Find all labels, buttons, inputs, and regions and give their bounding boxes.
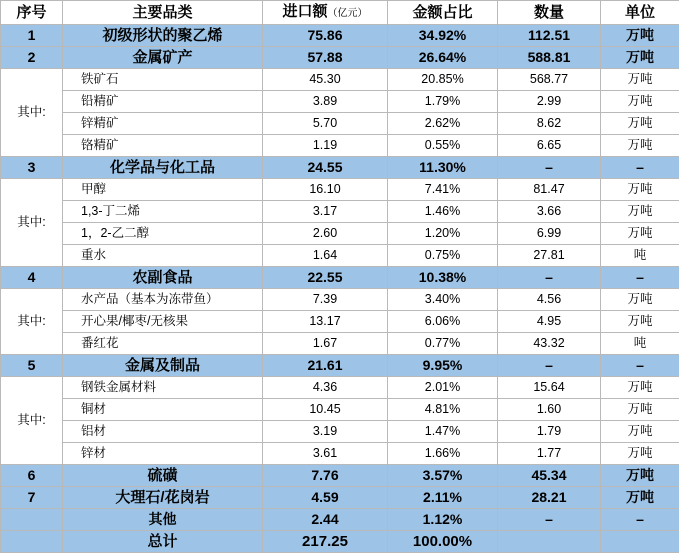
cell-quantity: 6.65 <box>498 135 601 157</box>
table-row <box>1 69 679 91</box>
table-row <box>1 91 679 113</box>
cell-amount-total: 217.25 <box>263 531 388 553</box>
column-header-seq: 序号 <box>1 1 63 25</box>
cell-quantity: – <box>498 157 601 179</box>
cell-percentage: 0.55% <box>388 135 498 157</box>
cell-category: 锌精矿 <box>63 113 263 135</box>
cell-percentage: 26.64% <box>388 47 498 69</box>
cell-amount: 3.61 <box>263 443 388 465</box>
table-row <box>1 355 679 377</box>
cell-unit: 万吨 <box>601 113 679 135</box>
table-body <box>1 25 679 553</box>
cell-quantity: 28.21 <box>498 487 601 509</box>
table-row <box>1 25 679 47</box>
cell-amount: 1.67 <box>263 333 388 355</box>
cell-amount: 3.17 <box>263 201 388 223</box>
table-row <box>1 487 679 509</box>
cell-amount: 13.17 <box>263 311 388 333</box>
cell-unit: 万吨 <box>601 69 679 91</box>
table-row <box>1 465 679 487</box>
cell-unit: 万吨 <box>601 487 679 509</box>
cell-quantity: 45.34 <box>498 465 601 487</box>
column-header-quantity: 数量 <box>498 1 601 25</box>
cell-amount: 2.60 <box>263 223 388 245</box>
cell-unit: 万吨 <box>601 223 679 245</box>
cell-category: 大理石/花岗岩 <box>63 487 263 509</box>
cell-percentage: 1.79% <box>388 91 498 113</box>
cell-category: 钢铁金属材料 <box>63 377 263 399</box>
cell-unit: 万吨 <box>601 377 679 399</box>
cell-unit: 万吨 <box>601 311 679 333</box>
cell-amount: 7.76 <box>263 465 388 487</box>
cell-category: 金属矿产 <box>63 47 263 69</box>
cell-seq: 7 <box>1 487 63 509</box>
cell-percentage: 0.75% <box>388 245 498 267</box>
cell-category: 水产品（基本为冻带鱼） <box>63 289 263 311</box>
column-header-percentage: 金额占比 <box>388 1 498 25</box>
cell-quantity: 6.99 <box>498 223 601 245</box>
cell-category: 铝材 <box>63 421 263 443</box>
cell-category: 铜材 <box>63 399 263 421</box>
cell-quantity: 43.32 <box>498 333 601 355</box>
cell-quantity: – <box>498 355 601 377</box>
cell-percentage: 1.66% <box>388 443 498 465</box>
table-row <box>1 47 679 69</box>
cell-percentage: 9.95% <box>388 355 498 377</box>
cell-quantity: 81.47 <box>498 179 601 201</box>
cell-percentage-total: 100.00% <box>388 531 498 553</box>
group-label-agri-food: 其中: <box>1 289 63 355</box>
cell-seq: 2 <box>1 47 63 69</box>
cell-unit: 吨 <box>601 333 679 355</box>
cell-category: 硫磺 <box>63 465 263 487</box>
cell-unit: 万吨 <box>601 201 679 223</box>
table-header <box>1 1 679 25</box>
cell-amount: 45.30 <box>263 69 388 91</box>
cell-percentage: 1.47% <box>388 421 498 443</box>
cell-percentage: 6.06% <box>388 311 498 333</box>
cell-unit: – <box>601 157 679 179</box>
table-row <box>1 179 679 201</box>
table-row <box>1 377 679 399</box>
cell-percentage: 0.77% <box>388 333 498 355</box>
cell-unit: – <box>601 355 679 377</box>
cell-unit: 万吨 <box>601 465 679 487</box>
cell-quantity: 3.66 <box>498 201 601 223</box>
cell-category: 甲醇 <box>63 179 263 201</box>
cell-seq <box>1 531 63 553</box>
cell-percentage: 2.62% <box>388 113 498 135</box>
cell-amount: 22.55 <box>263 267 388 289</box>
cell-category: 农副食品 <box>63 267 263 289</box>
cell-amount: 4.59 <box>263 487 388 509</box>
cell-amount: 7.39 <box>263 289 388 311</box>
cell-unit-total <box>601 531 679 553</box>
cell-category: 其他 <box>63 509 263 531</box>
cell-amount: 1.64 <box>263 245 388 267</box>
cell-amount: 75.86 <box>263 25 388 47</box>
cell-quantity: 15.64 <box>498 377 601 399</box>
column-header-category: 主要品类 <box>63 1 263 25</box>
cell-seq: 6 <box>1 465 63 487</box>
table-row <box>1 113 679 135</box>
cell-percentage: 2.01% <box>388 377 498 399</box>
cell-unit: 万吨 <box>601 25 679 47</box>
table-row-other <box>1 509 679 531</box>
cell-category: 金属及制品 <box>63 355 263 377</box>
cell-category: 锌材 <box>63 443 263 465</box>
table-header-row <box>1 1 679 25</box>
cell-amount: 10.45 <box>263 399 388 421</box>
cell-quantity: 4.95 <box>498 311 601 333</box>
cell-category: 铅精矿 <box>63 91 263 113</box>
cell-percentage: 11.30% <box>388 157 498 179</box>
cell-amount: 21.61 <box>263 355 388 377</box>
group-label-chemicals: 其中: <box>1 179 63 267</box>
table-row <box>1 201 679 223</box>
cell-unit: 万吨 <box>601 91 679 113</box>
table-row <box>1 399 679 421</box>
cell-quantity: 2.99 <box>498 91 601 113</box>
table-row <box>1 267 679 289</box>
group-label-metal-ore: 其中: <box>1 69 63 157</box>
cell-seq: 1 <box>1 25 63 47</box>
table-row <box>1 245 679 267</box>
cell-amount: 2.44 <box>263 509 388 531</box>
cell-category: 1，2-乙二醇 <box>63 223 263 245</box>
cell-category: 铬精矿 <box>63 135 263 157</box>
cell-amount: 3.89 <box>263 91 388 113</box>
cell-amount: 4.36 <box>263 377 388 399</box>
table-row <box>1 157 679 179</box>
cell-quantity: 27.81 <box>498 245 601 267</box>
cell-amount: 57.88 <box>263 47 388 69</box>
cell-quantity: 568.77 <box>498 69 601 91</box>
group-label-metal-products: 其中: <box>1 377 63 465</box>
cell-category: 1,3-丁二烯 <box>63 201 263 223</box>
cell-amount: 5.70 <box>263 113 388 135</box>
cell-unit: 万吨 <box>601 421 679 443</box>
cell-percentage: 2.11% <box>388 487 498 509</box>
cell-percentage: 1.20% <box>388 223 498 245</box>
table-row <box>1 135 679 157</box>
cell-percentage: 1.12% <box>388 509 498 531</box>
cell-unit: – <box>601 267 679 289</box>
cell-category: 番红花 <box>63 333 263 355</box>
cell-unit: 万吨 <box>601 179 679 201</box>
cell-quantity: 1.60 <box>498 399 601 421</box>
cell-seq <box>1 509 63 531</box>
column-header-amount: 进口额（亿元） <box>263 1 388 25</box>
table-row <box>1 311 679 333</box>
cell-percentage: 34.92% <box>388 25 498 47</box>
cell-percentage: 3.57% <box>388 465 498 487</box>
table-row-total <box>1 531 679 553</box>
cell-percentage: 1.46% <box>388 201 498 223</box>
cell-percentage: 3.40% <box>388 289 498 311</box>
cell-quantity: – <box>498 267 601 289</box>
cell-unit: 万吨 <box>601 443 679 465</box>
cell-percentage: 20.85% <box>388 69 498 91</box>
cell-category: 铁矿石 <box>63 69 263 91</box>
cell-quantity: 1.77 <box>498 443 601 465</box>
cell-quantity: 4.56 <box>498 289 601 311</box>
table-row <box>1 223 679 245</box>
cell-amount: 1.19 <box>263 135 388 157</box>
cell-amount: 3.19 <box>263 421 388 443</box>
table-row <box>1 421 679 443</box>
column-header-amount-unit: （亿元） <box>328 8 368 19</box>
cell-unit: 吨 <box>601 245 679 267</box>
cell-seq: 5 <box>1 355 63 377</box>
cell-amount: 16.10 <box>263 179 388 201</box>
cell-quantity: 1.79 <box>498 421 601 443</box>
cell-category-total: 总计 <box>63 531 263 553</box>
cell-category: 重水 <box>63 245 263 267</box>
cell-quantity: 8.62 <box>498 113 601 135</box>
cell-percentage: 4.81% <box>388 399 498 421</box>
cell-category: 化学品与化工品 <box>63 157 263 179</box>
cell-unit: 万吨 <box>601 289 679 311</box>
cell-quantity: – <box>498 509 601 531</box>
cell-category: 开心果/椰枣/无核果 <box>63 311 263 333</box>
cell-percentage: 7.41% <box>388 179 498 201</box>
cell-category: 初级形状的聚乙烯 <box>63 25 263 47</box>
cell-percentage: 10.38% <box>388 267 498 289</box>
cell-quantity: 588.81 <box>498 47 601 69</box>
cell-seq: 3 <box>1 157 63 179</box>
cell-unit: 万吨 <box>601 399 679 421</box>
cell-unit: 万吨 <box>601 47 679 69</box>
cell-seq: 4 <box>1 267 63 289</box>
cell-amount: 24.55 <box>263 157 388 179</box>
cell-unit: – <box>601 509 679 531</box>
table-row <box>1 443 679 465</box>
table-row <box>1 289 679 311</box>
table-row <box>1 333 679 355</box>
cell-quantity: 112.51 <box>498 25 601 47</box>
column-header-unit: 单位 <box>601 1 679 25</box>
cell-quantity-total <box>498 531 601 553</box>
cell-unit: 万吨 <box>601 135 679 157</box>
